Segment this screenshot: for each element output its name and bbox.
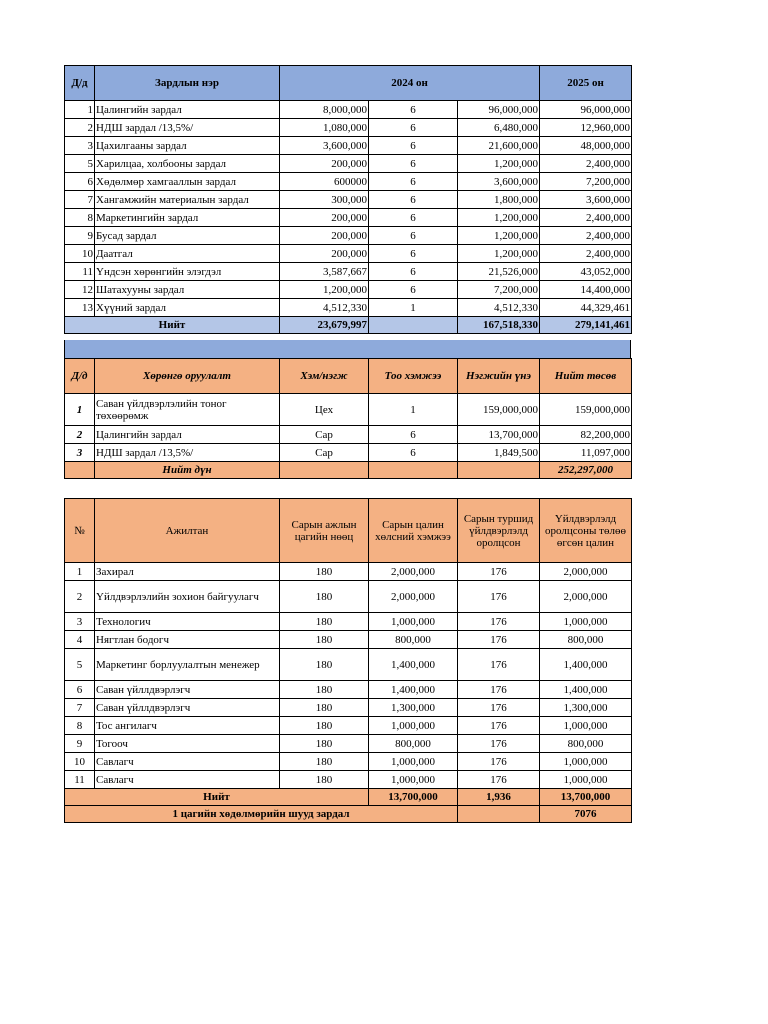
row-hours: 180 bbox=[280, 563, 369, 581]
row-qty: 6 bbox=[369, 444, 458, 462]
expense-table-body bbox=[65, 101, 632, 317]
row-worked: 176 bbox=[458, 771, 540, 789]
staff-header-worked: Сарын туршид үйлдвэрлэлд оролцсон bbox=[458, 499, 540, 563]
investment-total-empty-num bbox=[65, 462, 95, 479]
row-expense-name: Хангамжийн материалын зардал bbox=[95, 191, 280, 209]
hourly-cost-label: 1 цагийн хөдөлмөрийн шууд зардал bbox=[65, 806, 458, 823]
row-unit-price: 159,000,000 bbox=[458, 394, 540, 426]
row-paid: 1,000,000 bbox=[540, 613, 632, 631]
row-num: 5 bbox=[65, 155, 95, 173]
row-2025-amount: 2,400,000 bbox=[540, 209, 632, 227]
table-row bbox=[65, 426, 632, 444]
row-2024-amount: 21,600,000 bbox=[458, 137, 540, 155]
row-num: 13 bbox=[65, 299, 95, 317]
row-num: 7 bbox=[65, 699, 95, 717]
table-row bbox=[65, 753, 632, 771]
expense-total-2024: 167,518,330 bbox=[458, 317, 540, 334]
row-num: 1 bbox=[65, 101, 95, 119]
row-paid: 1,000,000 bbox=[540, 771, 632, 789]
row-monthly-amount: 4,512,330 bbox=[280, 299, 369, 317]
table-row bbox=[65, 563, 632, 581]
row-monthly-amount: 1,080,000 bbox=[280, 119, 369, 137]
table-row bbox=[65, 245, 632, 263]
table-row bbox=[65, 137, 632, 155]
expense-header-num: Д/д bbox=[65, 66, 95, 101]
investment-header-price: Нэгжийн үнэ bbox=[458, 359, 540, 394]
row-2024-amount: 1,200,000 bbox=[458, 227, 540, 245]
row-paid: 800,000 bbox=[540, 631, 632, 649]
row-salary: 1,300,000 bbox=[369, 699, 458, 717]
staff-header-name: Ажилтан bbox=[95, 499, 280, 563]
table-row bbox=[65, 191, 632, 209]
row-2025-amount: 48,000,000 bbox=[540, 137, 632, 155]
row-unit: Цех bbox=[280, 394, 369, 426]
row-num: 8 bbox=[65, 209, 95, 227]
row-months: 6 bbox=[369, 209, 458, 227]
row-worked: 176 bbox=[458, 631, 540, 649]
row-expense-name: Харилцаа, холбооны зардал bbox=[95, 155, 280, 173]
investment-total-label: Нийт дүн bbox=[95, 462, 280, 479]
row-num: 12 bbox=[65, 281, 95, 299]
row-2024-amount: 1,200,000 bbox=[458, 245, 540, 263]
row-expense-name: Хүүний зардал bbox=[95, 299, 280, 317]
row-hours: 180 bbox=[280, 649, 369, 681]
row-expense-name: НДШ зардал /13,5%/ bbox=[95, 119, 280, 137]
row-monthly-amount: 200,000 bbox=[280, 155, 369, 173]
row-investment-name: Саван үйлдвэрлэлийн тоног төхөөрөмж bbox=[95, 394, 280, 426]
row-num: 2 bbox=[65, 119, 95, 137]
table-row bbox=[65, 613, 632, 631]
row-employee-name: Тос ангилагч bbox=[95, 717, 280, 735]
row-num: 2 bbox=[65, 581, 95, 613]
row-hours: 180 bbox=[280, 717, 369, 735]
row-paid: 1,300,000 bbox=[540, 699, 632, 717]
row-2025-amount: 3,600,000 bbox=[540, 191, 632, 209]
row-expense-name: Хөдөлмөр хамгааллын зардал bbox=[95, 173, 280, 191]
row-2025-amount: 2,400,000 bbox=[540, 155, 632, 173]
row-num: 8 bbox=[65, 717, 95, 735]
row-num: 11 bbox=[65, 771, 95, 789]
row-2024-amount: 3,600,000 bbox=[458, 173, 540, 191]
row-months: 6 bbox=[369, 119, 458, 137]
expense-total-monthly: 23,679,997 bbox=[280, 317, 369, 334]
row-employee-name: Саван үйллдвэрлэгч bbox=[95, 681, 280, 699]
investment-total-empty-price bbox=[458, 462, 540, 479]
row-2025-amount: 96,000,000 bbox=[540, 101, 632, 119]
row-2024-amount: 1,200,000 bbox=[458, 209, 540, 227]
row-hours: 180 bbox=[280, 681, 369, 699]
row-2024-amount: 96,000,000 bbox=[458, 101, 540, 119]
table-row bbox=[65, 717, 632, 735]
row-worked: 176 bbox=[458, 563, 540, 581]
row-worked: 176 bbox=[458, 717, 540, 735]
expense-header-2024: 2024 он bbox=[280, 66, 540, 101]
table-row bbox=[65, 735, 632, 753]
row-monthly-amount: 3,587,667 bbox=[280, 263, 369, 281]
investment-header-qty: Тоо хэмжээ bbox=[369, 359, 458, 394]
row-2025-amount: 44,329,461 bbox=[540, 299, 632, 317]
staff-total-paid: 13,700,000 bbox=[540, 789, 632, 806]
staff-header-hours: Сарын ажлын цагийн нөөц bbox=[280, 499, 369, 563]
row-expense-name: Даатгал bbox=[95, 245, 280, 263]
row-monthly-amount: 8,000,000 bbox=[280, 101, 369, 119]
row-hours: 180 bbox=[280, 753, 369, 771]
row-hours: 180 bbox=[280, 735, 369, 753]
row-2024-amount: 6,480,000 bbox=[458, 119, 540, 137]
staff-table-body bbox=[65, 563, 632, 789]
row-monthly-amount: 600000 bbox=[280, 173, 369, 191]
staff-header-num: № bbox=[65, 499, 95, 563]
investment-table-body bbox=[65, 394, 632, 462]
row-paid: 1,000,000 bbox=[540, 753, 632, 771]
row-investment-name: Цалингийн зардал bbox=[95, 426, 280, 444]
investment-header-total: Нийт төсөв bbox=[540, 359, 632, 394]
row-worked: 176 bbox=[458, 681, 540, 699]
row-hours: 180 bbox=[280, 613, 369, 631]
staff-total-salary: 13,700,000 bbox=[369, 789, 458, 806]
table-row bbox=[65, 699, 632, 717]
table-row bbox=[65, 649, 632, 681]
row-num: 10 bbox=[65, 753, 95, 771]
row-hours: 180 bbox=[280, 771, 369, 789]
row-months: 6 bbox=[369, 137, 458, 155]
row-num: 7 bbox=[65, 191, 95, 209]
expense-total-label: Нийт bbox=[65, 317, 280, 334]
table-row bbox=[65, 119, 632, 137]
row-employee-name: Маркетинг борлуулалтын менежер bbox=[95, 649, 280, 681]
row-salary: 1,400,000 bbox=[369, 649, 458, 681]
row-employee-name: Үйлдвэрлэлийн зохион байгуулагч bbox=[95, 581, 280, 613]
expense-header-2025: 2025 он bbox=[540, 66, 632, 101]
row-num: 6 bbox=[65, 681, 95, 699]
row-paid: 1,400,000 bbox=[540, 681, 632, 699]
row-months: 1 bbox=[369, 299, 458, 317]
staff-header-salary: Сарын цалин хөлсний хэмжээ bbox=[369, 499, 458, 563]
expense-total-empty bbox=[369, 317, 458, 334]
investment-total-value: 252,297,000 bbox=[540, 462, 632, 479]
table-row bbox=[65, 299, 632, 317]
row-num: 5 bbox=[65, 649, 95, 681]
table-row bbox=[65, 173, 632, 191]
row-monthly-amount: 200,000 bbox=[280, 209, 369, 227]
row-expense-name: Цалингийн зардал bbox=[95, 101, 280, 119]
row-worked: 176 bbox=[458, 735, 540, 753]
row-num: 9 bbox=[65, 227, 95, 245]
row-paid: 800,000 bbox=[540, 735, 632, 753]
row-total-budget: 159,000,000 bbox=[540, 394, 632, 426]
row-unit: Сар bbox=[280, 444, 369, 462]
row-months: 6 bbox=[369, 101, 458, 119]
row-employee-name: Савлагч bbox=[95, 771, 280, 789]
row-worked: 176 bbox=[458, 613, 540, 631]
row-hours: 180 bbox=[280, 699, 369, 717]
table-row bbox=[65, 263, 632, 281]
row-num: 10 bbox=[65, 245, 95, 263]
table-row bbox=[65, 581, 632, 613]
row-unit-price: 13,700,000 bbox=[458, 426, 540, 444]
table-row bbox=[65, 771, 632, 789]
row-employee-name: Нягтлан бодогч bbox=[95, 631, 280, 649]
row-months: 6 bbox=[369, 173, 458, 191]
row-worked: 176 bbox=[458, 649, 540, 681]
row-2025-amount: 2,400,000 bbox=[540, 245, 632, 263]
row-expense-name: Шатахууны зардал bbox=[95, 281, 280, 299]
staff-header-paid: Үйлдвэрлэлд оролцсоны төлөө өгсөн цалин bbox=[540, 499, 632, 563]
expense-table bbox=[64, 65, 632, 334]
row-monthly-amount: 300,000 bbox=[280, 191, 369, 209]
row-salary: 1,400,000 bbox=[369, 681, 458, 699]
row-worked: 176 bbox=[458, 581, 540, 613]
table-row bbox=[65, 444, 632, 462]
investment-header-unit: Хэм/нэгж bbox=[280, 359, 369, 394]
row-2024-amount: 4,512,330 bbox=[458, 299, 540, 317]
row-monthly-amount: 200,000 bbox=[280, 227, 369, 245]
table-row bbox=[65, 281, 632, 299]
row-2024-amount: 1,200,000 bbox=[458, 155, 540, 173]
row-2025-amount: 2,400,000 bbox=[540, 227, 632, 245]
row-employee-name: Савлагч bbox=[95, 753, 280, 771]
row-num: 3 bbox=[65, 137, 95, 155]
row-total-budget: 11,097,000 bbox=[540, 444, 632, 462]
section-divider bbox=[64, 340, 631, 358]
row-qty: 6 bbox=[369, 426, 458, 444]
row-worked: 176 bbox=[458, 753, 540, 771]
row-salary: 2,000,000 bbox=[369, 563, 458, 581]
row-num: 1 bbox=[65, 563, 95, 581]
row-paid: 1,400,000 bbox=[540, 649, 632, 681]
row-num: 2 bbox=[65, 426, 95, 444]
row-2024-amount: 7,200,000 bbox=[458, 281, 540, 299]
investment-total-empty-unit bbox=[280, 462, 369, 479]
row-employee-name: Технологич bbox=[95, 613, 280, 631]
row-hours: 180 bbox=[280, 581, 369, 613]
staff-total-label: Нийт bbox=[65, 789, 369, 806]
row-2025-amount: 14,400,000 bbox=[540, 281, 632, 299]
row-num: 1 bbox=[65, 394, 95, 426]
row-unit: Сар bbox=[280, 426, 369, 444]
row-2024-amount: 21,526,000 bbox=[458, 263, 540, 281]
row-monthly-amount: 200,000 bbox=[280, 245, 369, 263]
row-num: 9 bbox=[65, 735, 95, 753]
hourly-cost-value: 7076 bbox=[540, 806, 632, 823]
row-salary: 1,000,000 bbox=[369, 771, 458, 789]
investment-table bbox=[64, 358, 632, 479]
row-num: 11 bbox=[65, 263, 95, 281]
row-paid: 2,000,000 bbox=[540, 563, 632, 581]
row-months: 6 bbox=[369, 263, 458, 281]
investment-header-name: Хөрөнгө оруулалт bbox=[95, 359, 280, 394]
row-months: 6 bbox=[369, 245, 458, 263]
table-row bbox=[65, 209, 632, 227]
row-paid: 2,000,000 bbox=[540, 581, 632, 613]
row-total-budget: 82,200,000 bbox=[540, 426, 632, 444]
table-row bbox=[65, 101, 632, 119]
row-paid: 1,000,000 bbox=[540, 717, 632, 735]
row-2025-amount: 7,200,000 bbox=[540, 173, 632, 191]
investment-total-empty-qty bbox=[369, 462, 458, 479]
row-monthly-amount: 3,600,000 bbox=[280, 137, 369, 155]
row-salary: 800,000 bbox=[369, 735, 458, 753]
row-2024-amount: 1,800,000 bbox=[458, 191, 540, 209]
row-salary: 1,000,000 bbox=[369, 717, 458, 735]
table-row bbox=[65, 631, 632, 649]
row-expense-name: Маркетингийн зардал bbox=[95, 209, 280, 227]
row-expense-name: Үндсэн хөрөнгийн элэгдэл bbox=[95, 263, 280, 281]
investment-header-num: Д/д bbox=[65, 359, 95, 394]
row-salary: 1,000,000 bbox=[369, 753, 458, 771]
expense-header-name: Зардлын нэр bbox=[95, 66, 280, 101]
row-num: 3 bbox=[65, 444, 95, 462]
expense-total-2025: 279,141,461 bbox=[540, 317, 632, 334]
row-monthly-amount: 1,200,000 bbox=[280, 281, 369, 299]
row-investment-name: НДШ зардал /13,5%/ bbox=[95, 444, 280, 462]
table-row bbox=[65, 681, 632, 699]
table-row bbox=[65, 394, 632, 426]
hourly-cost-empty bbox=[458, 806, 540, 823]
row-qty: 1 bbox=[369, 394, 458, 426]
row-months: 6 bbox=[369, 281, 458, 299]
row-salary: 800,000 bbox=[369, 631, 458, 649]
row-employee-name: Саван үйллдвэрлэгч bbox=[95, 699, 280, 717]
row-num: 4 bbox=[65, 631, 95, 649]
row-employee-name: Тогооч bbox=[95, 735, 280, 753]
row-2025-amount: 12,960,000 bbox=[540, 119, 632, 137]
row-unit-price: 1,849,500 bbox=[458, 444, 540, 462]
row-months: 6 bbox=[369, 155, 458, 173]
row-expense-name: Цахилгааны зардал bbox=[95, 137, 280, 155]
row-worked: 176 bbox=[458, 699, 540, 717]
row-num: 3 bbox=[65, 613, 95, 631]
row-months: 6 bbox=[369, 191, 458, 209]
table-row bbox=[65, 227, 632, 245]
row-salary: 1,000,000 bbox=[369, 613, 458, 631]
staff-table bbox=[64, 498, 632, 823]
row-2025-amount: 43,052,000 bbox=[540, 263, 632, 281]
staff-total-worked: 1,936 bbox=[458, 789, 540, 806]
row-num: 6 bbox=[65, 173, 95, 191]
row-hours: 180 bbox=[280, 631, 369, 649]
row-expense-name: Бусад зардал bbox=[95, 227, 280, 245]
row-months: 6 bbox=[369, 227, 458, 245]
row-employee-name: Захирал bbox=[95, 563, 280, 581]
table-row bbox=[65, 155, 632, 173]
row-salary: 2,000,000 bbox=[369, 581, 458, 613]
